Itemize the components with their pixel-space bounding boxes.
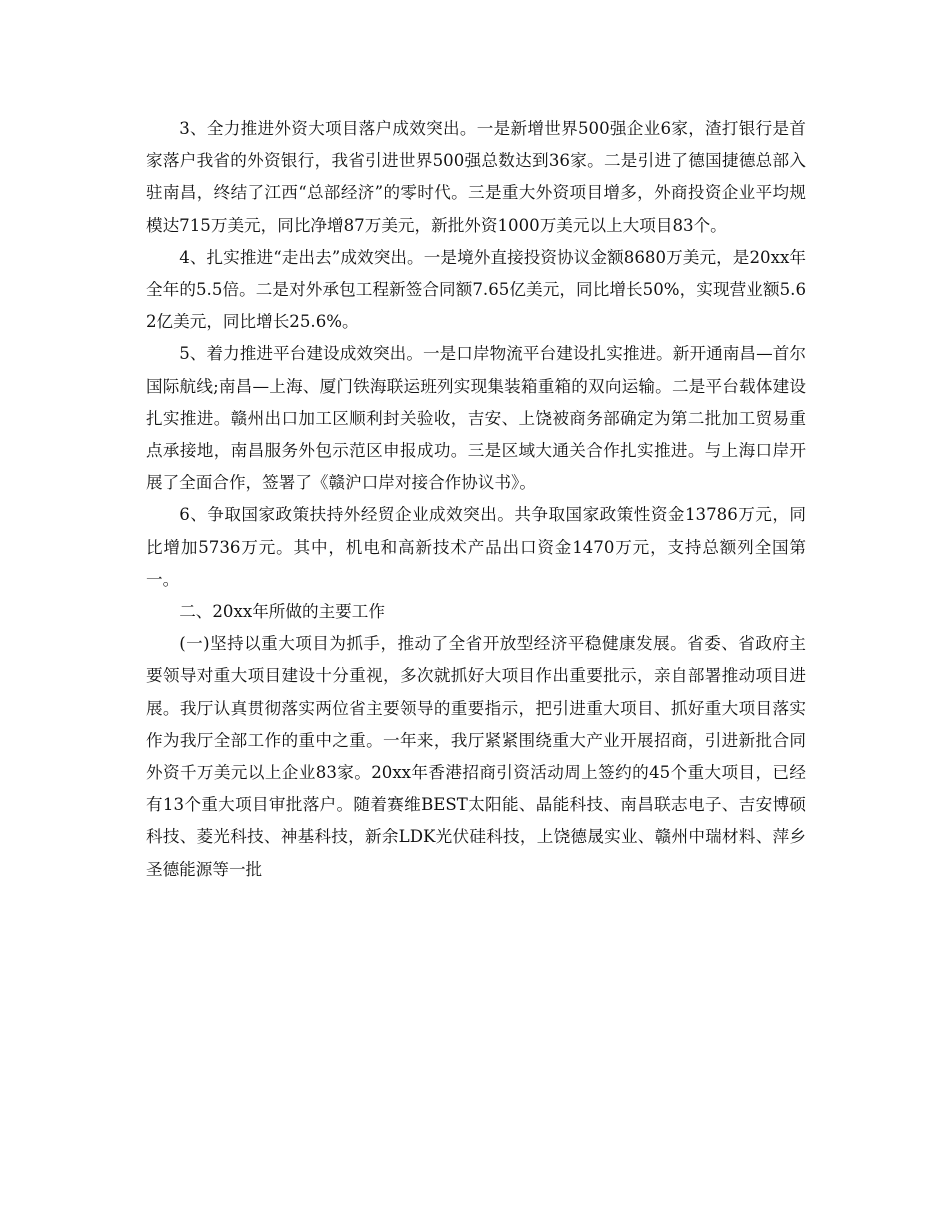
paragraph-policy-support: 6、争取国家政策扶持外经贸企业成效突出。共争取国家政策性资金13786万元，同比增加5736万元。其中，机电和高新技术产品出口资金1470万元，支持总额列全国第一。 bbox=[146, 505, 806, 589]
paragraph-platform-construction: 5、着力推进平台建设成效突出。一是口岸物流平台建设扎实推进。新开通南昌—首尔国际航线;南昌—上海、厦门铁海联运班列实现集装箱重箱的双向运输。二是平台载体建设扎实推进。赣州出口加工区顺利封关验收，吉安、上饶被商务部确定为第二批加工贸易重点承接地，南昌服务外包示范区申报成功。三是区域大通关合作扎实推进。与上海口岸开展了全面合作，签署了《赣沪口岸对接合作协议书》。 bbox=[146, 344, 806, 493]
document-body bbox=[146, 113, 806, 886]
paragraph-foreign-investment-projects: 3、全力推进外资大项目落户成效突出。一是新增世界500强企业6家，渣打银行是首家落户我省的外资银行，我省引进世界500强总数达到36家。二是引进了德国捷德总部入驻南昌，终结了江西“总部经济”的零时代。三是重大外资项目增多，外商投资企业平均规模达715万美元，同比净增87万美元，新批外资1000万美元以上大项目83个。 bbox=[146, 119, 806, 235]
section-heading-main-work: 二、20xx年所做的主要工作 bbox=[179, 602, 385, 622]
paragraph-going-global: 4、扎实推进“走出去”成效突出。一是境外直接投资协议金额8680万美元，是20xx年全年的5.5倍。二是对外承包工程新签合同额7.65亿美元，同比增长50%，实现营业额5.62亿美元，同比增长25.6%。 bbox=[146, 247, 806, 332]
paragraph-major-projects: (一)坚持以重大项目为抓手，推动了全省开放型经济平稳健康发展。省委、省政府主要领导对重大项目建设十分重视，多次就抓好大项目作出重要批示，亲自部署推动项目进展。我厅认真贯彻落实两位省主要领导的重要指示，把引进重大项目、抓好重大项目落实作为我厅全部工作的重中之重。一年来，我厅紧紧围绕重大产业开展招商，引进新批合同外资千万美元以上企业83家。20xx年香港招商引资活动周上签约的45个重大项目，已经有13个重大项目审批落户。随着赛维BEST太阳能、晶能科技、南昌联志电子、吉安博硕科技、菱光科技、神基科技，新余LDK光伏硅科技，上饶德晟实业、赣州中瑞材料、萍乡圣德能源等一批 bbox=[146, 634, 806, 879]
